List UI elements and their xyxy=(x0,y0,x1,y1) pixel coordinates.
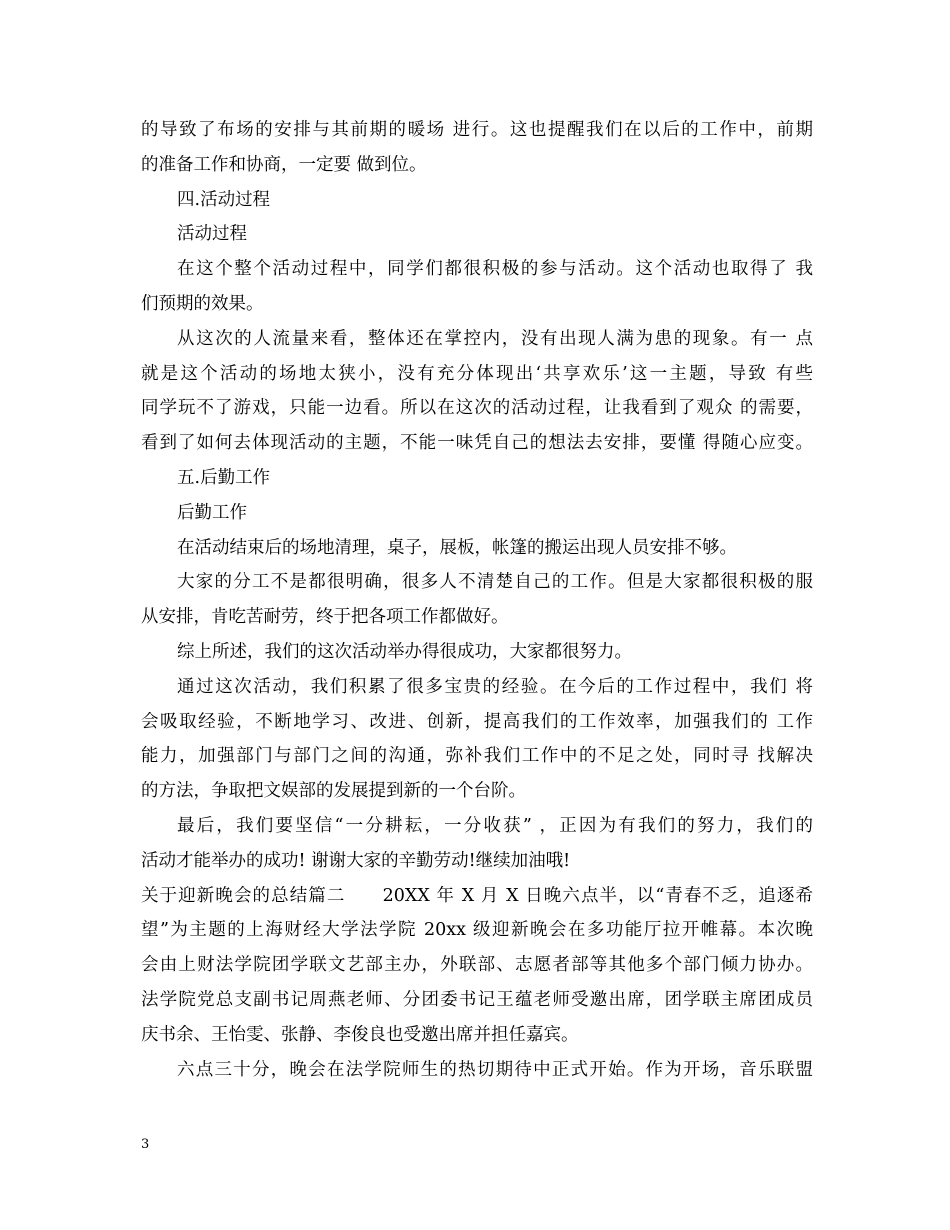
text-line: 四.活动过程 xyxy=(177,189,271,210)
text-line: 五.后勤工作 xyxy=(177,467,271,488)
text-line: 后勤工作 xyxy=(177,502,247,523)
text-line: 活动过程 xyxy=(177,224,247,245)
text-line: 庆书余、王怡雯、张静、李俊良也受邀出席并担任嘉宾。 xyxy=(141,1024,579,1045)
text-line: 就是这个活动的场地太狭小，没有充分体现出‘共享欢乐’这一主题，导致 有些 xyxy=(141,363,813,384)
text-line: 在活动结束后的场地清理，桌子，展板，帐篷的搬运出现人员安排不够。 xyxy=(177,537,737,558)
text-line: 望”为主题的上海财经大学法学院 20xx 级迎新晚会在多功能厅拉开帷幕。本次晚 xyxy=(141,920,813,941)
text-line: 关于迎新晚会的总结篇二 20XX 年 X 月 X 日晚六点半，以“青春不乏，追逐希 xyxy=(141,885,813,906)
text-line: 活动才能举办的成功! 谢谢大家的辛勤劳动!继续加油哦! xyxy=(141,850,571,871)
text-line: 在这个整个活动过程中，同学们都很积极的参与活动。这个活动也取得了 我 xyxy=(177,259,813,280)
text-line: 的方法，争取把文娱部的发展提到新的一个台阶。 xyxy=(141,781,526,802)
text-line: 从这次的人流量来看，整体还在掌控内，没有出现人满为患的现象。有一 点 xyxy=(177,328,813,349)
text-line: 从安排，肯吃苦耐劳，终于把各项工作都做好。 xyxy=(141,607,509,628)
text-line: 同学玩不了游戏，只能一边看。所以在这次的活动过程，让我看到了观众 的需要， xyxy=(141,398,813,419)
text-line: 通过这次活动，我们积累了很多宝贵的经验。在今后的工作过程中，我们 将 xyxy=(177,676,813,697)
text-line: 会由上财法学院团学联文艺部主办，外联部、志愿者部等其他多个部门倾力协办。 xyxy=(141,955,813,976)
text-line: 大家的分工不是都很明确，很多人不清楚自己的工作。但是大家都很积极的服 xyxy=(177,572,813,593)
text-line: 综上所述，我们的这次活动举办得很成功，大家都很努力。 xyxy=(177,641,632,662)
text-line: 的导致了布场的安排与其前期的暖场 进行。这也提醒我们在以后的工作中，前期 xyxy=(141,120,813,140)
text-line: 们预期的效果。 xyxy=(141,293,264,314)
document-body xyxy=(141,113,813,1087)
text-line: 六点三十分，晚会在法学院师生的热切期待中正式开始。作为开场，音乐联盟 xyxy=(177,1059,813,1080)
text-line: 法学院党总支副书记周燕老师、分团委书记王蕴老师受邀出席，团学联主席团成员 xyxy=(141,989,813,1010)
page-number: 3 xyxy=(141,1137,150,1152)
text-line: 的准备工作和协商，一定要 做到位。 xyxy=(141,154,427,175)
text-line: 会吸取经验，不断地学习、改进、创新，提高我们的工作效率，加强我们的 工作 xyxy=(141,711,813,732)
text-line: 看到了如何去体现活动的主题，不能一味凭自己的想法去安排，要懂 得随心应变。 xyxy=(141,433,813,454)
text-line: 能力，加强部门与部门之间的沟通，弥补我们工作中的不足之处，同时寻 找解决 xyxy=(141,746,813,767)
text-line: 最后，我们要坚信“一分耕耘，一分收获” ，正因为有我们的努力，我们的 xyxy=(177,815,813,836)
